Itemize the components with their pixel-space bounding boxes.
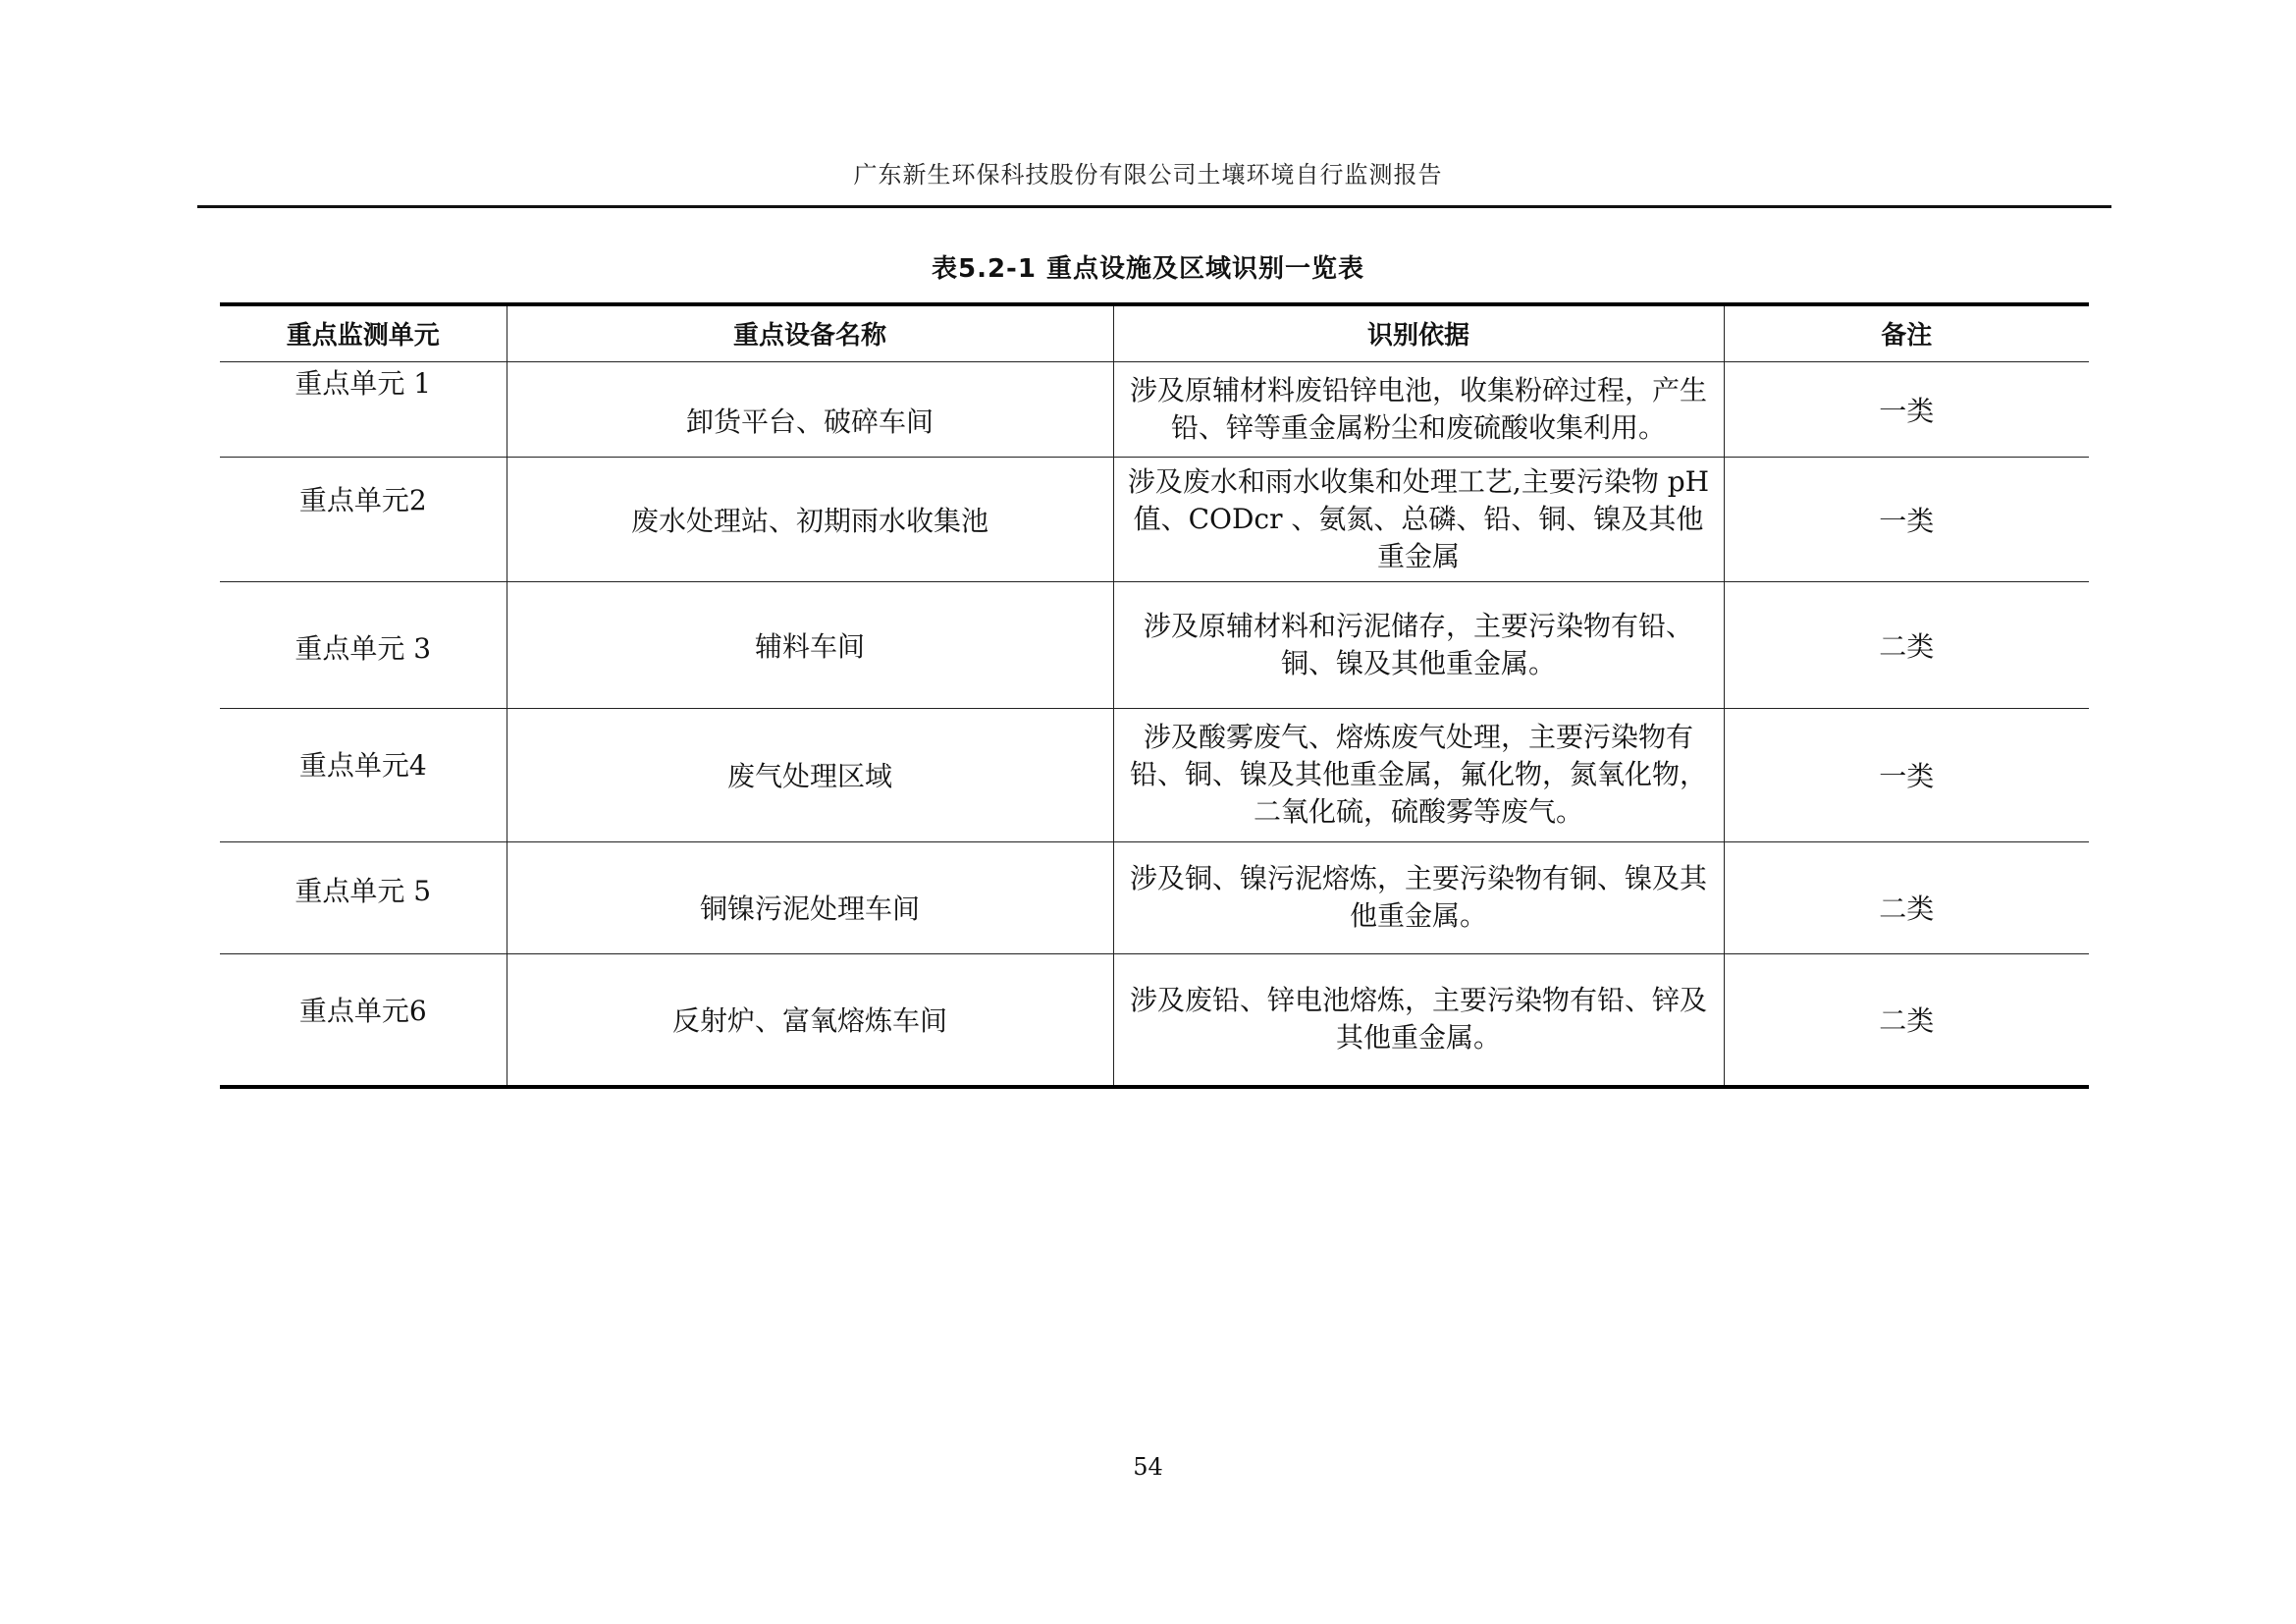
note-cell: 一类 bbox=[1724, 361, 2089, 457]
note-cell: 一类 bbox=[1724, 457, 2089, 581]
note-cell: 一类 bbox=[1724, 708, 2089, 841]
basis-cell: 涉及废水和雨水收集和处理工艺,主要污染物 pH 值、CODcr 、氨氮、总磷、铅、铜、镍及其他重金属 bbox=[1113, 457, 1724, 581]
column-header-equipment: 重点设备名称 bbox=[507, 304, 1113, 361]
header-rule bbox=[197, 205, 2111, 208]
unit-cell: 重点单元4 bbox=[220, 708, 507, 841]
basis-cell: 涉及原辅材料和污泥储存，主要污染物有铅、铜、镍及其他重金属。 bbox=[1113, 581, 1724, 708]
basis-cell: 涉及废铅、锌电池熔炼，主要污染物有铅、锌及其他重金属。 bbox=[1113, 953, 1724, 1087]
basis-cell: 涉及酸雾废气、熔炼废气处理，主要污染物有铅、铜、镍及其他重金属，氟化物，氮氧化物，二氧化硫，硫酸雾等废气。 bbox=[1113, 708, 1724, 841]
equipment-cell: 废气处理区域 bbox=[507, 708, 1113, 841]
equipment-cell: 铜镍污泥处理车间 bbox=[507, 841, 1113, 953]
note-cell: 二类 bbox=[1724, 841, 2089, 953]
basis-cell: 涉及铜、镍污泥熔炼，主要污染物有铜、镍及其他重金属。 bbox=[1113, 841, 1724, 953]
note-cell: 二类 bbox=[1879, 1004, 1935, 1038]
equipment-cell: 辅料车间 bbox=[507, 581, 1113, 708]
column-header-note: 备注 bbox=[1724, 304, 2089, 361]
table-row bbox=[220, 581, 2089, 708]
unit-cell: 重点单元 5 bbox=[220, 841, 507, 953]
equipment-cell: 卸货平台、破碎车间 bbox=[507, 361, 1113, 457]
page-number: 54 bbox=[1133, 1453, 1163, 1481]
equipment-cell: 废水处理站、初期雨水收集池 bbox=[507, 457, 1113, 581]
table-row bbox=[220, 841, 2089, 953]
unit-cell: 重点单元 3 bbox=[220, 581, 507, 708]
note-cell: 二类 bbox=[1724, 581, 2089, 708]
table-row bbox=[220, 457, 2089, 581]
unit-cell: 重点单元 1 bbox=[220, 361, 507, 457]
unit-cell: 重点单元6 bbox=[220, 953, 507, 1087]
column-header-basis: 识别依据 bbox=[1113, 304, 1724, 361]
table-header-row bbox=[220, 304, 2089, 361]
equipment-cell: 反射炉、富氧熔炼车间 bbox=[507, 953, 1113, 1087]
document-header: 广东新生环保科技股份有限公司土壤环境自行监测报告 bbox=[853, 161, 1443, 189]
unit-cell: 重点单元2 bbox=[220, 457, 507, 581]
table-caption: 表5.2-1 重点设施及区域识别一览表 bbox=[932, 254, 1364, 284]
basis-cell: 涉及原辅材料废铅锌电池，收集粉碎过程，产生铅、锌等重金属粉尘和废硫酸收集利用。 bbox=[1113, 361, 1724, 457]
table-row bbox=[220, 953, 2089, 1087]
facility-identification-table bbox=[220, 302, 2089, 1089]
table-row bbox=[220, 361, 2089, 457]
column-header-unit: 重点监测单元 bbox=[220, 304, 507, 361]
table-row bbox=[220, 708, 2089, 841]
